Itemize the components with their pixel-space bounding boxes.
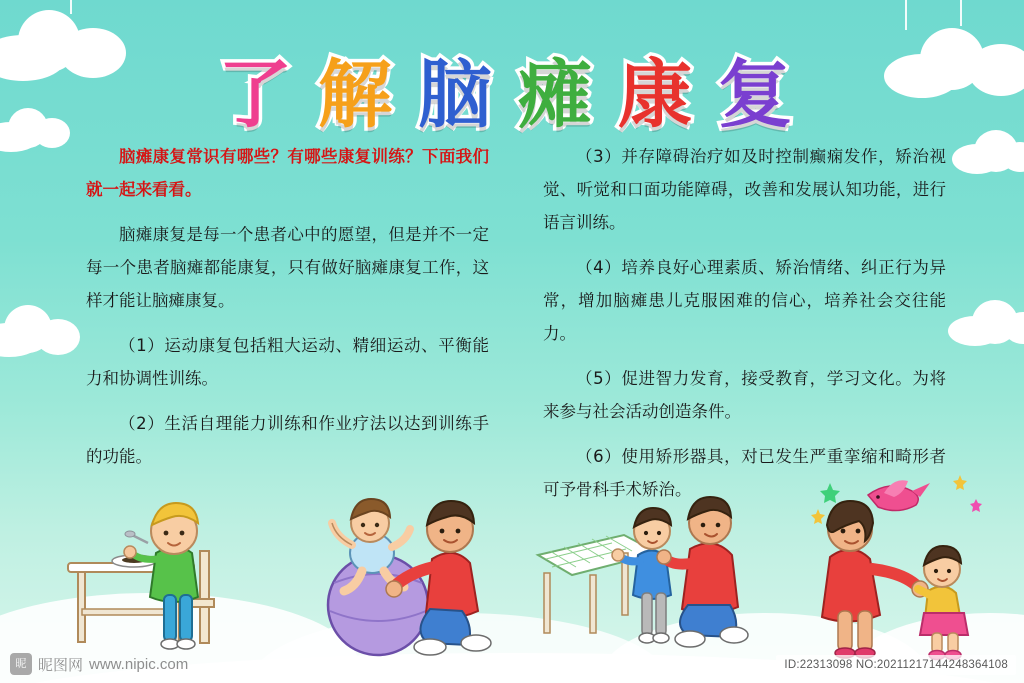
title-char-2: 解 [318,52,406,138]
site-logo-icon: 昵 [10,653,32,675]
title-char-4: 瘫 [518,52,606,138]
text-column-right [543,140,946,499]
site-url: www.nipic.com [89,655,189,673]
cloud-string [905,0,907,30]
paragraph: （1）运动康复包括粗大运动、精细运动、平衡能力和协调性训练。 [86,336,489,388]
paragraph: （4）培养良好心理素质、矫治情绪、纠正行为异常，增加脑瘫患儿克服困难的信心，培养社会交往能力。 [543,258,946,343]
lead-paragraph: 脑瘫康复常识有哪些？有哪些康复训练？下面我们就一起来看看。 [86,147,489,199]
cloud-right-mid [948,300,1024,346]
title-char-5: 康 [618,52,706,138]
illustration-table-setting-training [530,493,770,663]
site-watermark [10,653,188,675]
illustration-mother-and-child-walking [810,465,1000,665]
title-char-1: 了 [218,52,306,138]
illustration-strip [0,453,1024,683]
paragraph: （5）促进智力发育，接受教育，学习文化。为将来参与社会活动创造条件。 [543,369,946,421]
article-body [86,140,946,499]
cloud-string [960,0,962,26]
paragraph: （3）并存障碍治疗如及时控制癫痫发作，矫治视觉、听觉和口面功能障碍，改善和发展认知功能，进行语言训练。 [543,147,946,232]
site-name: 昵图网 [38,656,84,674]
illustration-therapy-ball-training [290,485,510,665]
image-id-watermark: ID:22313098 NO:20211217144248364108 [776,655,1016,675]
illustration-child-eating-at-table [60,491,250,661]
cloud-left-mid [0,305,86,357]
title-char-3: 脑 [418,52,506,138]
paragraph: （6）使用矫形器具，对已发生严重挛缩和畸形者可予骨科手术矫治。 [543,447,946,499]
text-column-left [86,140,489,466]
title-char-6: 复 [718,52,806,138]
cloud-string [70,0,72,14]
bird-icon [868,480,930,510]
paragraph: 脑瘫康复是每一个患者心中的愿望，但是并不一定每一个患者脑瘫都能康复，只有做好脑瘫康复工作，这样才能让脑瘫康复。 [86,225,489,310]
paragraph: （2）生活自理能力训练和作业疗法以达到训练手的功能。 [86,414,489,466]
page-title [0,36,1024,142]
